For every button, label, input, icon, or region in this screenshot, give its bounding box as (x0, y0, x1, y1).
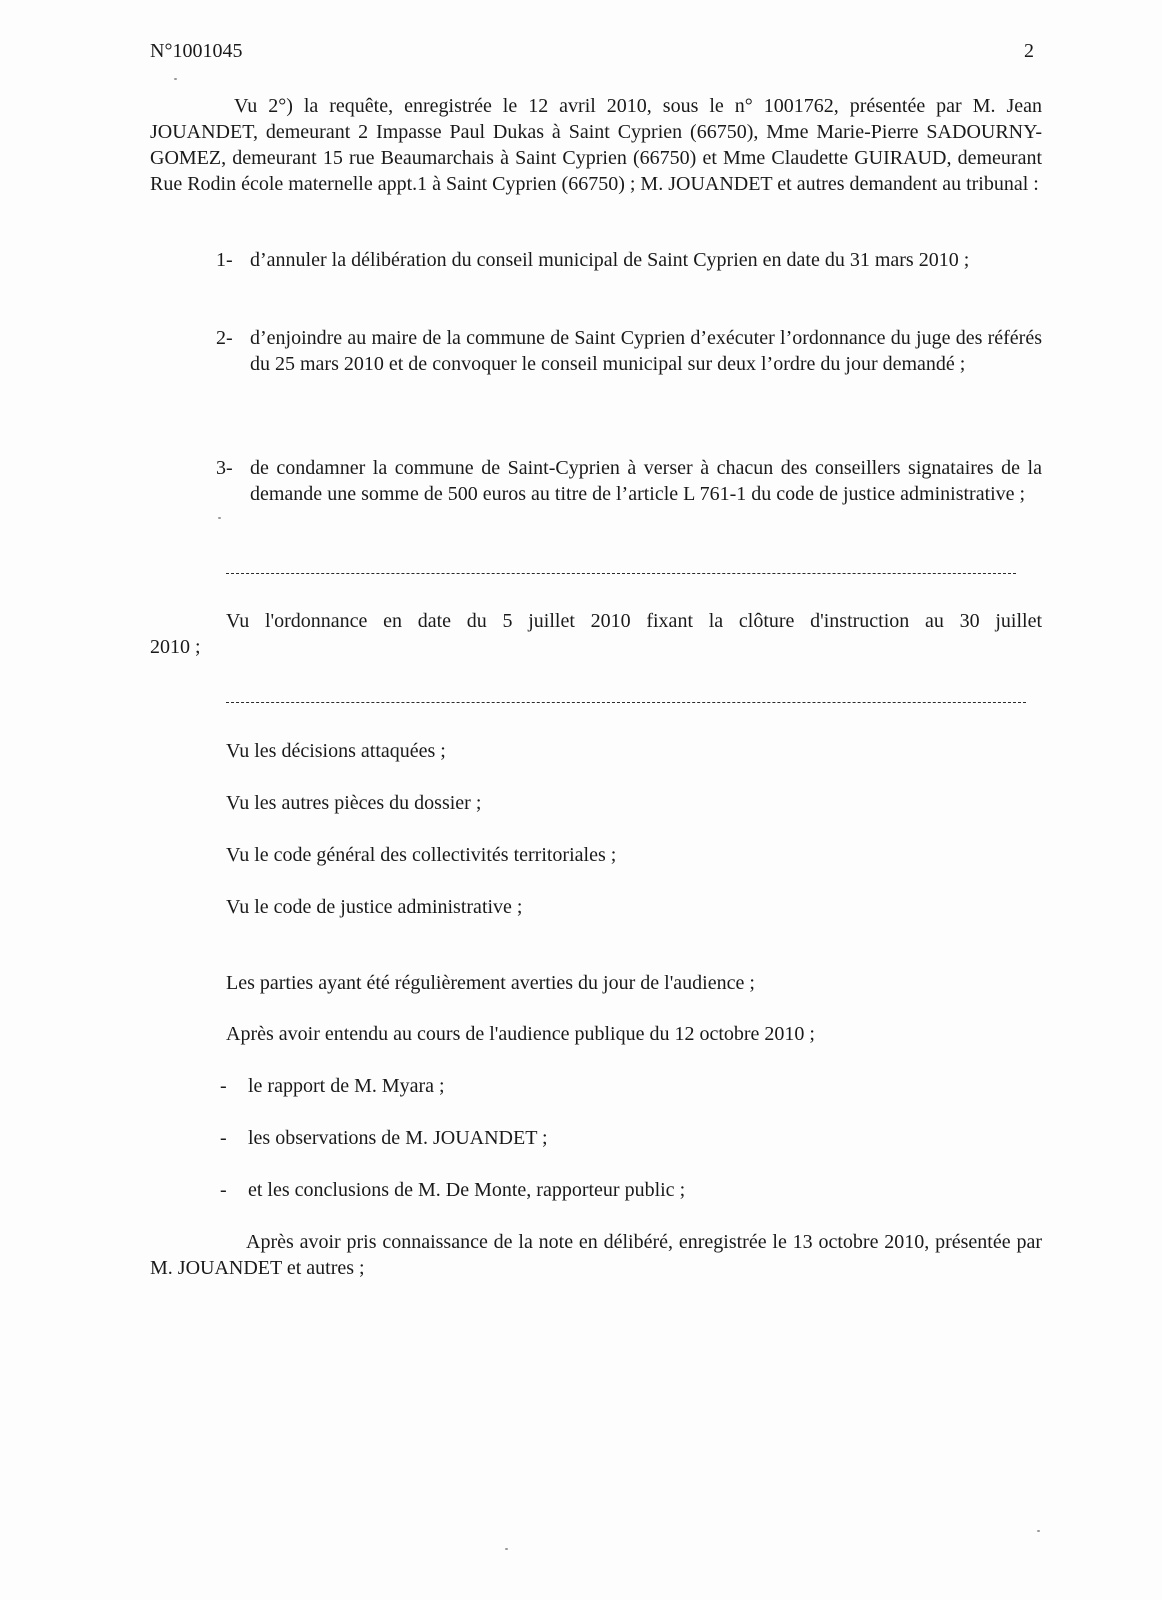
dash-bullet: - (220, 1127, 227, 1149)
dash-bullet: - (220, 1179, 227, 1201)
request-paragraph (150, 93, 1042, 197)
visa-line: Vu les décisions attaquées ; (226, 740, 446, 762)
dashed-separator (226, 573, 1016, 574)
page-number: 2 (1024, 40, 1034, 62)
final-paragraph-text: Après avoir pris connaissance de la note en délibéré, enregistrée le 13 octobre 2010, présentée par M. JOUANDET et autres ; (150, 1231, 1042, 1279)
dashed-separator (226, 702, 1026, 703)
request-item-text: de condamner la commune de Saint-Cyprien à verser à chacun des conseillers signataires de la demande une somme de 500 euros au titre de l’article L 761-1 du code de justice administrative ; (250, 457, 1042, 505)
request-item (216, 247, 1042, 273)
request-item (216, 325, 1042, 377)
visa-line: Vu les autres pièces du dossier ; (226, 792, 482, 814)
request-item-number: 2- (216, 327, 233, 349)
request-item-number: 3- (216, 457, 233, 479)
final-paragraph (150, 1229, 1042, 1281)
hearing-item-text: le rapport de M. Myara ; (248, 1075, 445, 1097)
dash-bullet: - (220, 1075, 227, 1097)
scan-speck (218, 517, 221, 519)
visa-line: Vu le code général des collectivités territoriales ; (226, 844, 617, 866)
ordonnance-line: Vu l'ordonnance en date du 5 juillet 2010 fixant la clôture d'instruction au 30 juillet (226, 610, 1042, 632)
hearing-statement: Après avoir entendu au cours de l'audience publique du 12 octobre 2010 ; (226, 1023, 815, 1045)
request-item-text: d’annuler la délibération du conseil municipal de Saint Cyprien en date du 31 mars 2010 ; (250, 249, 970, 271)
case-number: N°1001045 (150, 40, 243, 62)
request-item (216, 455, 1042, 507)
scan-speck (505, 1548, 508, 1550)
request-paragraph-text: Vu 2°) la requête, enregistrée le 12 avril 2010, sous le n° 1001762, présentée par M. Jean JOUANDET, demeurant 2 Impasse Paul Dukas à Saint Cyprien (66750), Mme Marie-Pierre SADOURNY-GOMEZ, demeurant 15 rue Beaumarchais à Saint Cyprien (66750) et Mme Claudette GUIRAUD, demeurant Rue Rodin école maternelle appt.1 à Saint Cyprien (66750) ; M. JOUANDET et autres demandent au tribunal : (150, 95, 1042, 195)
request-item-number: 1- (216, 249, 233, 271)
visa-line: Vu le code de justice administrative ; (226, 896, 523, 918)
scan-speck (174, 78, 177, 80)
hearing-item-text: et les conclusions de M. De Monte, rapporteur public ; (248, 1179, 686, 1201)
hearing-item-text: les observations de M. JOUANDET ; (248, 1127, 548, 1149)
ordonnance-line-end: 2010 ; (150, 636, 201, 658)
request-item-text: d’enjoindre au maire de la commune de Saint Cyprien d’exécuter l’ordonnance du juge des référés du 25 mars 2010 et de convoquer le conseil municipal sur deux l’ordre du jour demandé ; (250, 327, 1042, 375)
parties-notice: Les parties ayant été régulièrement averties du jour de l'audience ; (226, 972, 755, 994)
scan-speck (1037, 1530, 1040, 1532)
